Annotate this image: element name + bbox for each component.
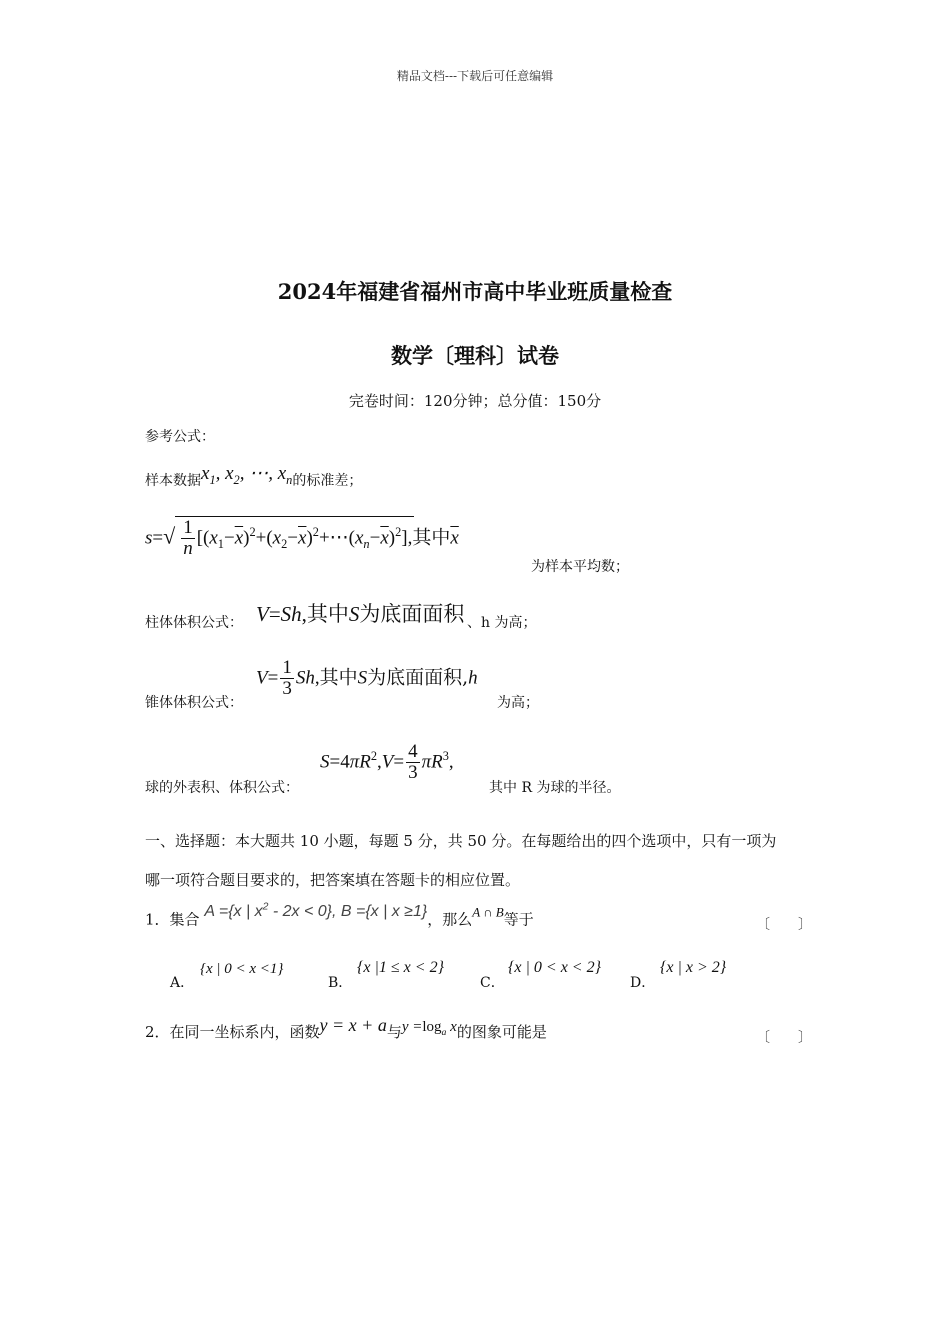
q1-option-a-expr: {x | 0 < x <1} [200, 961, 284, 977]
sphere-formula-label: 球的外表积、体积公式： [145, 780, 299, 796]
q2-tail: 的图象可能是 [456, 1023, 547, 1041]
q1-option-d-expr: {x | x > 2} [660, 959, 727, 976]
q1-option-a-label: A． [170, 975, 195, 991]
prism-volume-label: 柱体体积公式： [145, 615, 243, 631]
sample-data-suffix: 的标准差； [292, 473, 363, 489]
page-header: 精品文档---下载后可任意编辑 [396, 69, 554, 83]
cone-volume-tail: 为高； [497, 695, 539, 711]
sample-mean-note: 为样本平均数； [531, 559, 629, 575]
q1-answer-bracket: 〔 〕 [756, 918, 812, 933]
prism-volume-formula: V=Sh,其中S为底面面积 [256, 602, 465, 626]
q1-option-c-label: C． [480, 975, 505, 991]
std-deviation-formula: s=√ $\frac{1}{n}$ $[(x_1-\overline{x})^2+(x_2-\overline{x})^2+\cdots(x_n-\overline{x})^2]$,其中$\overline{x}$ [145, 517, 459, 559]
exam-subject-title: 数学〔理科〕试卷 [391, 343, 559, 368]
cone-formula-text2: 为底面面积, [367, 666, 469, 689]
q1-tail: 等于 [503, 910, 534, 929]
q1-sets-math: A ={x | $x^2 - 2x < 0$}, B ={x | x ≥1} [204, 902, 428, 921]
cone-volume-formula: V= $\frac{1}{3}$ Sh,其中S为底面面积,h [256, 657, 478, 699]
cone-formula-text: 其中 [319, 666, 358, 689]
sphere-formula: $S=4\pi R^2,V=$ $\frac{4}{3}$ $\pi R^3$, [320, 741, 454, 783]
sphere-formula-tail: 其中 R 为球的半径。 [489, 780, 621, 796]
q2-number: 2．在同一坐标系内，函数 [145, 1023, 320, 1041]
q1-option-c-expr: {x | 0 < x < 2} [508, 959, 601, 976]
q1-option-b-label: B． [328, 975, 353, 991]
sample-data-prefix: 样本数据 [145, 473, 201, 489]
sample-data-math: $x_1$, $x_2$, ⋯, $x_n$ [201, 463, 293, 487]
q2-answer-bracket: 〔 〕 [756, 1031, 812, 1046]
prism-formula-text: 其中 [306, 602, 349, 626]
section1-intro-line2: 哪一项符合题目要求的，把答案填在答题卡的相应位置。 [145, 871, 521, 889]
q1-mid: ，那么 [427, 910, 473, 929]
prism-formula-text2: 为底面面积 [359, 602, 465, 626]
exam-info: 完卷时间：120分钟；总分值：150分 [348, 392, 602, 410]
exam-title: 2024年福建省福州市高中毕业班质量检查 [277, 279, 673, 304]
q2-mid: 与 [386, 1023, 402, 1041]
section1-intro-line1: 一、选择题：本大题共 10 小题，每题 5 分，共 50 分。在每题给出的四个选项中，只有一项为 [145, 832, 777, 850]
q1-intersection-math: A ∩ B [472, 904, 504, 920]
q2-linear-function: y = x + a [319, 1015, 387, 1035]
q2-log-function: $y =\log_a$ x [401, 1019, 457, 1038]
question-1 [145, 902, 534, 929]
cone-volume-label: 锥体体积公式： [145, 695, 243, 711]
q1-option-b-expr: {x |1 ≤ x < 2} [357, 959, 444, 976]
reference-formulas-label: 参考公式： [145, 429, 215, 445]
std-formula-tail: 其中 [412, 526, 451, 549]
sample-data-line [145, 462, 362, 490]
q1-option-d-label: D． [630, 975, 656, 991]
q1-number: 1．集合 [145, 910, 200, 929]
prism-volume-tail: 、h 为高； [467, 615, 537, 631]
question-2 [145, 1015, 547, 1042]
